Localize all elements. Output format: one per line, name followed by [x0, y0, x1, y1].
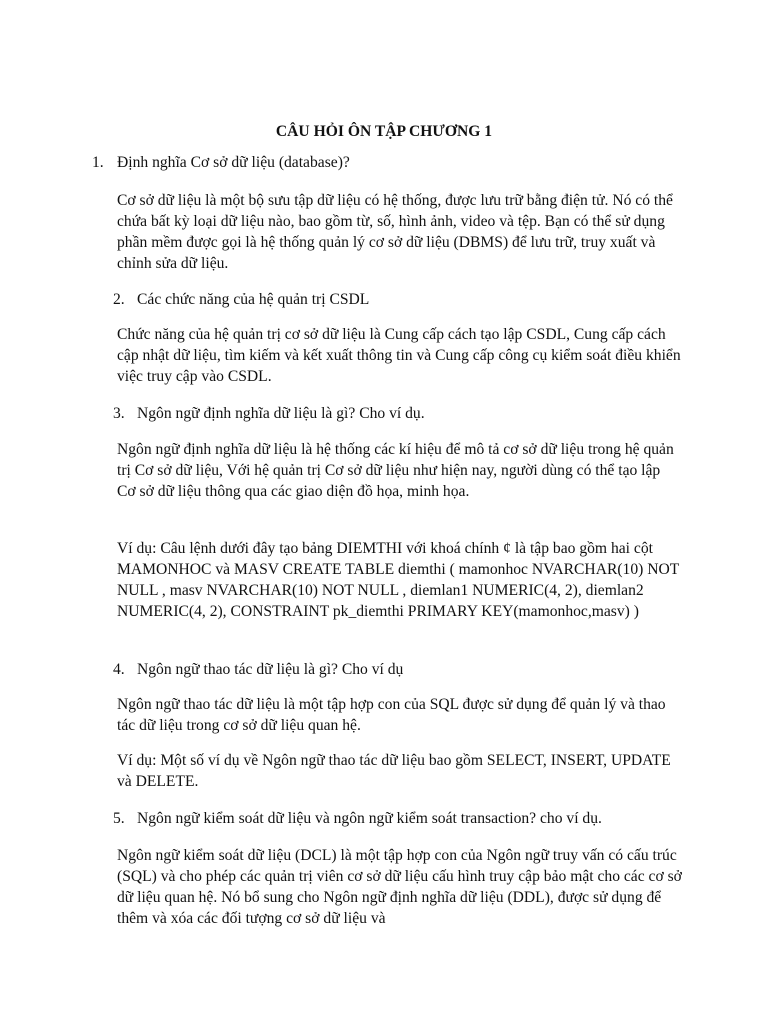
example-paragraph: Ví dụ: Một số ví dụ về Ngôn ngữ thao tác dữ liệu bao gồm SELECT, INSERT, UPDATE và DELETE.: [117, 752, 671, 790]
answer-paragraph: Cơ sở dữ liệu là một bộ sưu tập dữ liệu có hệ thống, được lưu trữ bằng điện tử. Nó có thể chứa bất kỳ loại dữ liệu nào, bao gồm từ, số, hình ảnh, video và tệp. Bạn có thể sử dụng phần mềm được gọi là hệ thống quản lý cơ sở dữ liệu (DBMS) để lưu trữ, truy xuất và chỉnh sửa dữ liệu.: [117, 192, 673, 272]
question-text: Các chức năng của hệ quản trị CSDL: [137, 291, 370, 308]
question-number: 4.: [113, 661, 125, 678]
question-number: 1.: [92, 154, 104, 171]
question-number: 3.: [113, 405, 125, 422]
answer-paragraph: Ngôn ngữ định nghĩa dữ liệu là hệ thống các kí hiệu để mô tả cơ sở dữ liệu trong hệ quản trị Cơ sở dữ liệu, Với hệ quản trị Cơ sở dữ liệu như hiện nay, người dùng có thể tạo lập Cơ sở dữ liệu thông qua các giao diện đồ họa, minh họa.: [117, 441, 674, 500]
example-paragraph: Ví dụ: Câu lệnh dưới đây tạo bảng DIEMTHI với khoá chính ¢ là tập bao gồm hai cột MAMONHOC và MASV CREATE TABLE diemthi ( mamonhoc NVARCHAR(10) NOT NULL , masv NVARCHAR(10) NOT NULL , diemlan1 NUMERIC(4, 2), diemlan2 NUMERIC(4, 2), CONSTRAINT pk_diemthi PRIMARY KEY(mamonhoc,masv) ): [117, 540, 680, 620]
question-number: 2.: [113, 291, 125, 308]
question-2: [113, 289, 369, 310]
question-5: [113, 808, 602, 829]
question-4: [113, 659, 403, 680]
question-1: [92, 152, 350, 173]
question-text: Ngôn ngữ kiểm soát dữ liệu và ngôn ngữ kiểm soát transaction? cho ví dụ.: [137, 810, 602, 827]
question-3: [113, 403, 425, 424]
question-text: Ngôn ngữ định nghĩa dữ liệu là gì? Cho ví dụ.: [137, 405, 425, 422]
question-number: 5.: [113, 810, 125, 827]
question-text: Ngôn ngữ thao tác dữ liệu là gì? Cho ví dụ: [137, 661, 404, 678]
answer-paragraph: Chức năng của hệ quản trị cơ sở dữ liệu là Cung cấp cách tạo lập CSDL, Cung cấp cách cập nhật dữ liệu, tìm kiếm và kết xuất thông tin và Cung cấp công cụ kiểm soát điều khiển việc truy cập vào CSDL.: [117, 326, 681, 385]
question-text: Định nghĩa Cơ sở dữ liệu (database)?: [117, 154, 350, 171]
answer-paragraph: Ngôn ngữ thao tác dữ liệu là một tập hợp con của SQL được sử dụng để quản lý và thao tác dữ liệu trong cơ sở dữ liệu quan hệ.: [117, 696, 666, 734]
document-title: CÂU HỎI ÔN TẬP CHƯƠNG 1: [275, 123, 493, 140]
answer-paragraph: Ngôn ngữ kiểm soát dữ liệu (DCL) là một tập hợp con của Ngôn ngữ truy vấn có cấu trúc (SQL) và cho phép các quản trị viên cơ sở dữ liệu cấu hình truy cập bảo mật cho các cơ sở dữ liệu quan hệ. Nó bổ sung cho Ngôn ngữ định nghĩa dữ liệu (DDL), được sử dụng để thêm và xóa các đối tượng cơ sở dữ liệu và: [117, 847, 682, 927]
